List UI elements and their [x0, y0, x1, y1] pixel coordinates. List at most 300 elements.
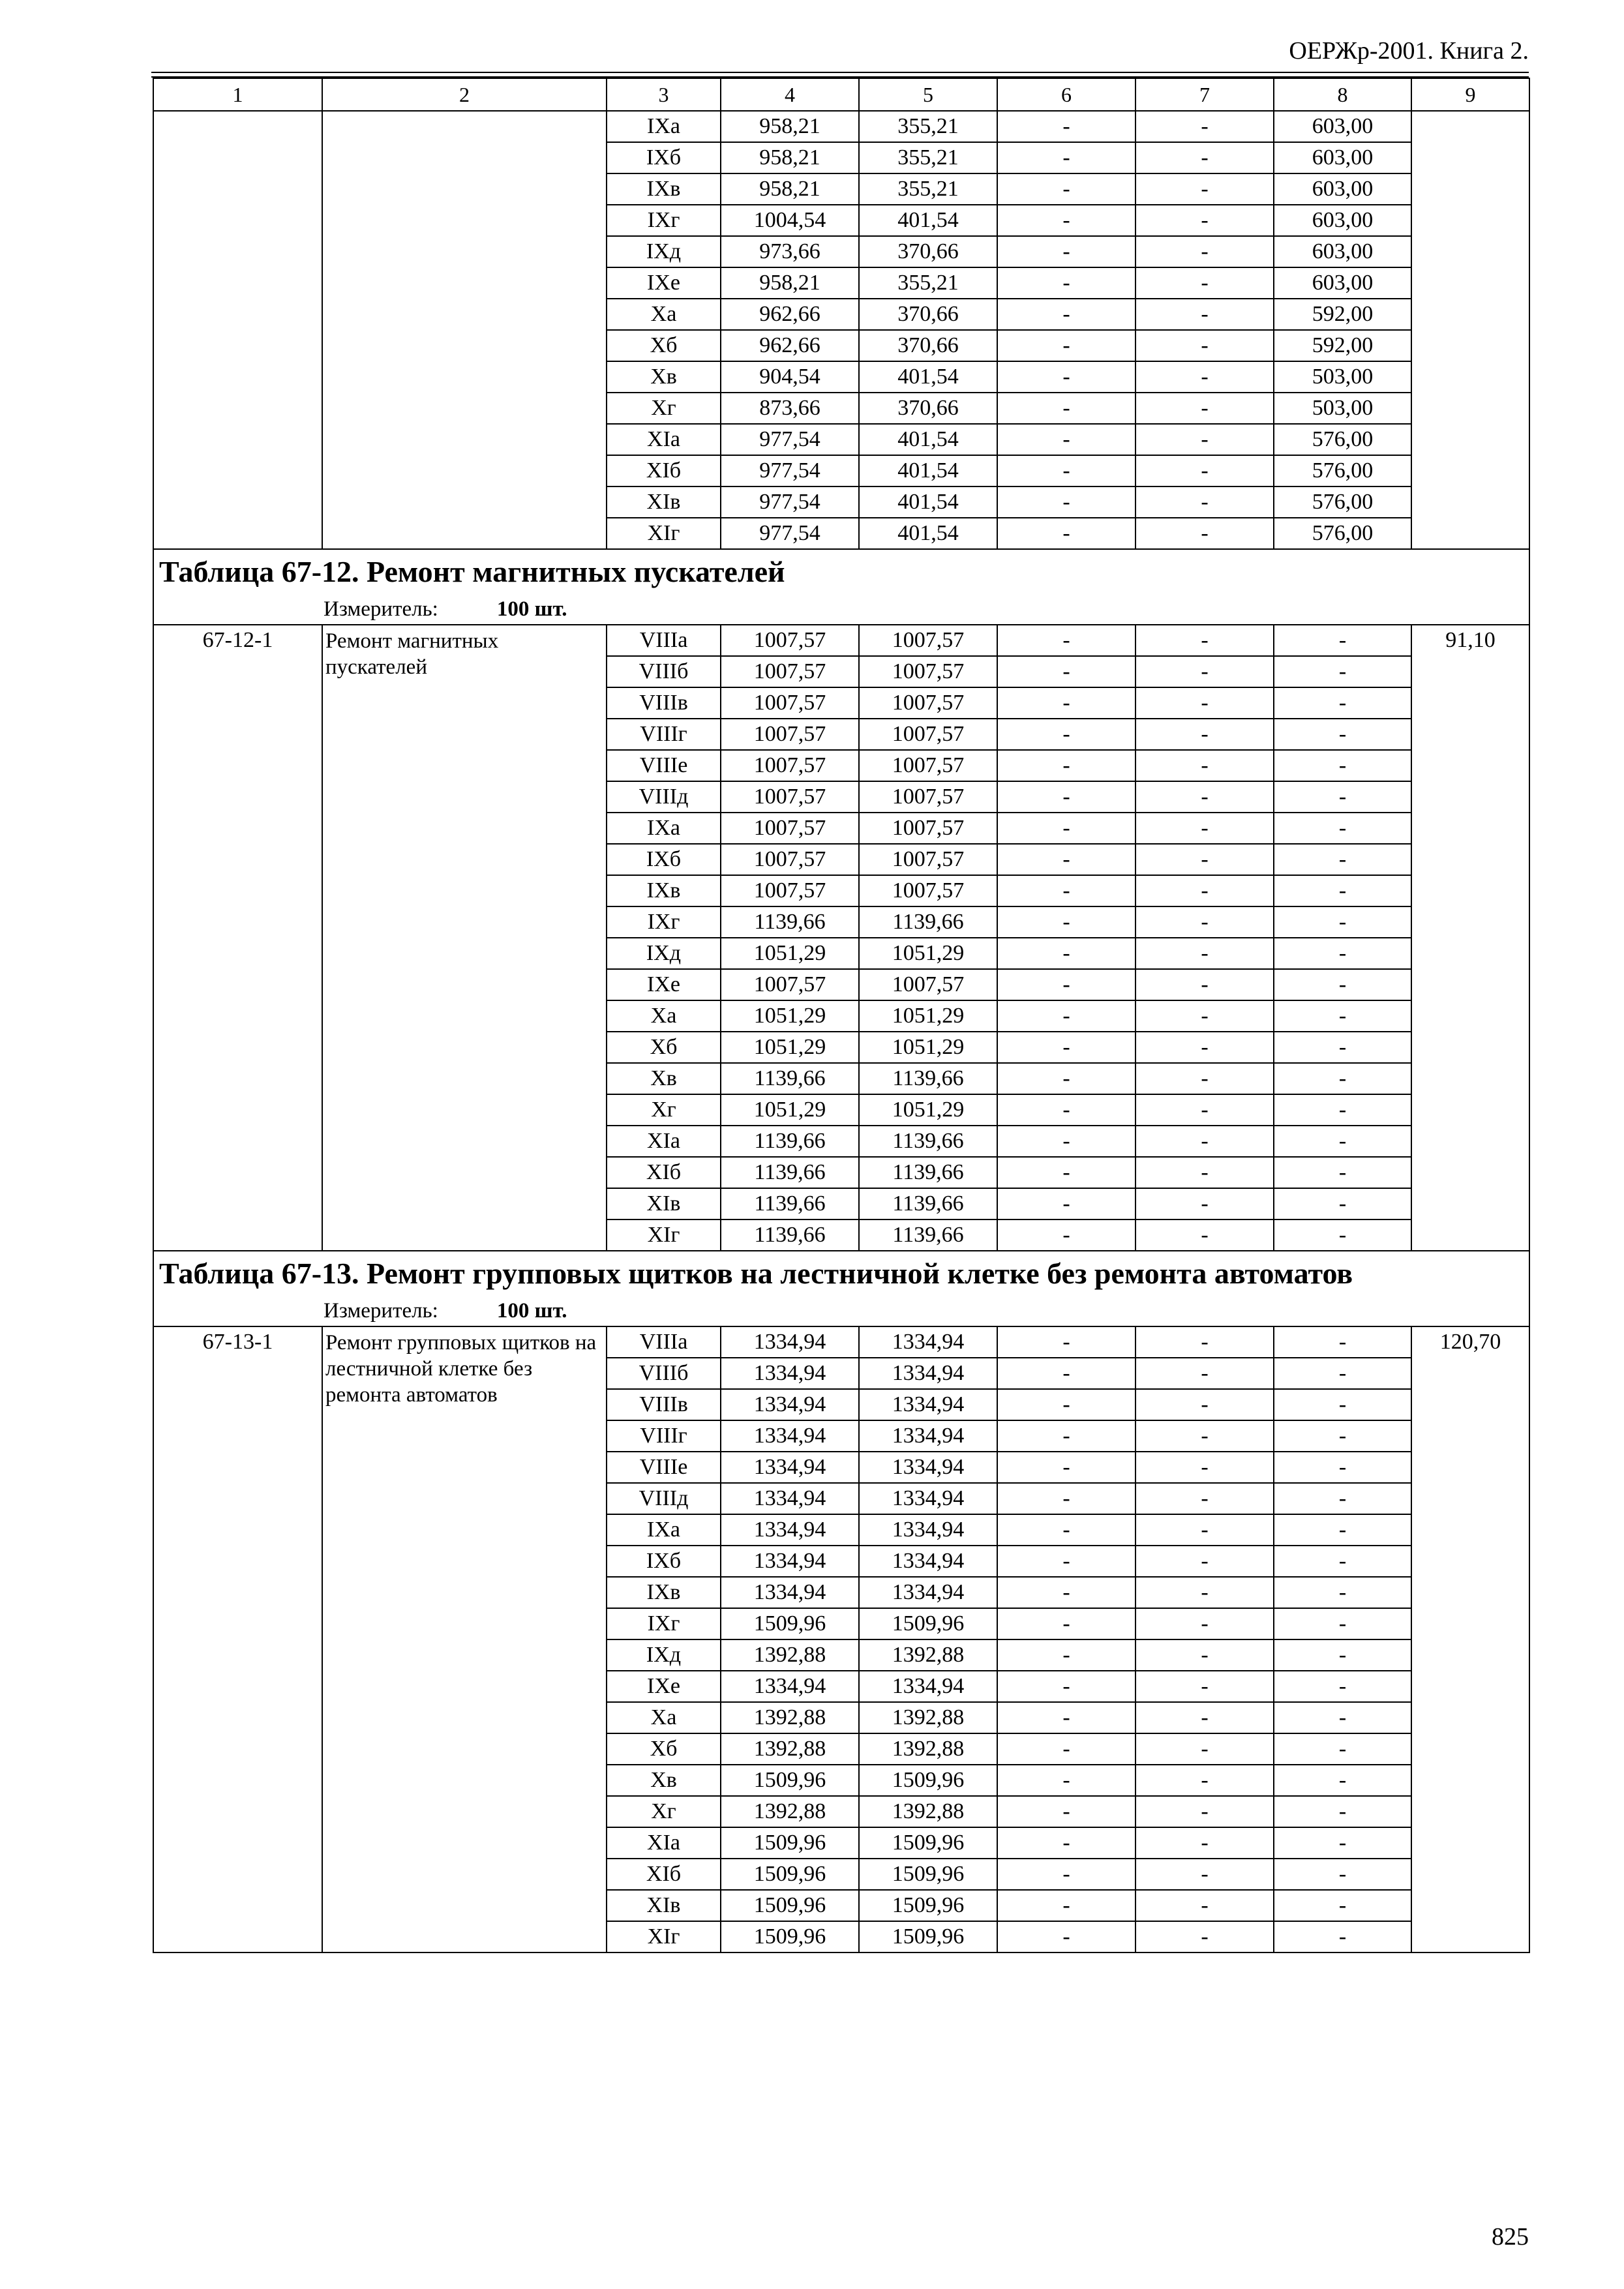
cell-c7: -: [1135, 656, 1274, 687]
cell-c7: -: [1135, 969, 1274, 1000]
cell-c8: -: [1274, 1733, 1411, 1765]
cell-c5: 1334,94: [859, 1420, 997, 1452]
cell-c7: -: [1135, 267, 1274, 299]
cell-c3: VIIIб: [607, 656, 721, 687]
empty-description-cell: [322, 111, 607, 549]
cell-c8: -: [1274, 1859, 1411, 1890]
cell-c6: -: [997, 719, 1135, 750]
cell-c8: 603,00: [1274, 173, 1411, 205]
cell-c4: 1392,88: [721, 1733, 859, 1765]
cell-c4: 1007,57: [721, 969, 859, 1000]
cell-c8: -: [1274, 1483, 1411, 1514]
cell-c5: 1139,66: [859, 1126, 997, 1157]
cell-c6: -: [997, 1514, 1135, 1546]
cell-c8: 603,00: [1274, 267, 1411, 299]
cell-c8: -: [1274, 656, 1411, 687]
rate-description: Ремонт магнитных пускателей: [322, 625, 607, 1251]
cell-c3: XIв: [607, 486, 721, 518]
cell-c3: VIIIг: [607, 719, 721, 750]
cell-c6: -: [997, 1032, 1135, 1063]
cell-c3: Xа: [607, 1702, 721, 1733]
cell-c5: 1051,29: [859, 938, 997, 969]
cell-c4: 1392,88: [721, 1639, 859, 1671]
cell-c3: VIIIа: [607, 625, 721, 656]
cell-c3: Xб: [607, 1032, 721, 1063]
cell-c8: 603,00: [1274, 142, 1411, 173]
cell-c7: -: [1135, 236, 1274, 267]
cell-c7: -: [1135, 1702, 1274, 1733]
cell-c7: -: [1135, 1219, 1274, 1251]
cell-c3: XIа: [607, 1827, 721, 1859]
cell-c5: 401,54: [859, 424, 997, 455]
cell-c6: -: [997, 330, 1135, 361]
cell-c6: -: [997, 844, 1135, 875]
cell-c7: -: [1135, 1733, 1274, 1765]
cell-c7: -: [1135, 299, 1274, 330]
cell-c6: -: [997, 1890, 1135, 1921]
cell-c4: 1007,57: [721, 625, 859, 656]
price-table: [153, 78, 1530, 1953]
cell-c4: 1007,57: [721, 687, 859, 719]
cell-c6: -: [997, 1921, 1135, 1952]
cell-c5: 1139,66: [859, 1063, 997, 1094]
cell-c4: 1007,57: [721, 719, 859, 750]
cell-c6: -: [997, 424, 1135, 455]
cell-c5: 1007,57: [859, 656, 997, 687]
cell-c5: 1139,66: [859, 1219, 997, 1251]
cell-c8: 503,00: [1274, 393, 1411, 424]
cell-c3: IXе: [607, 1671, 721, 1702]
column-number: 1: [153, 78, 322, 111]
cell-c4: 1007,57: [721, 750, 859, 781]
cell-c3: XIб: [607, 455, 721, 486]
cell-c4: 977,54: [721, 424, 859, 455]
cell-c3: Xв: [607, 361, 721, 393]
column-number: 2: [322, 78, 607, 111]
empty-code-cell: [153, 111, 322, 549]
cell-c7: -: [1135, 687, 1274, 719]
cell-c5: 1007,57: [859, 844, 997, 875]
cell-c3: IXв: [607, 875, 721, 906]
cell-c3: VIIIв: [607, 687, 721, 719]
cell-c7: -: [1135, 424, 1274, 455]
cell-c7: -: [1135, 1326, 1274, 1358]
cell-c4: 904,54: [721, 361, 859, 393]
cell-c8: -: [1274, 875, 1411, 906]
cell-c5: 401,54: [859, 361, 997, 393]
cell-c4: 1509,96: [721, 1859, 859, 1890]
rate-code: 67-12-1: [153, 625, 322, 1251]
cell-c6: -: [997, 267, 1135, 299]
cell-c5: 1509,96: [859, 1608, 997, 1639]
cell-c5: 1509,96: [859, 1765, 997, 1796]
cell-c5: 1334,94: [859, 1671, 997, 1702]
cell-c6: -: [997, 813, 1135, 844]
cell-c5: 1007,57: [859, 813, 997, 844]
rate-description: Ремонт групповых щитков на лестничной клетке без ремонта автоматов: [322, 1326, 607, 1952]
cell-c6: -: [997, 1639, 1135, 1671]
cell-c3: Xб: [607, 1733, 721, 1765]
cell-c3: XIг: [607, 1219, 721, 1251]
cell-c5: 1007,57: [859, 875, 997, 906]
cell-c4: 1051,29: [721, 1094, 859, 1126]
column-number: 9: [1411, 78, 1529, 111]
cell-c5: 1334,94: [859, 1389, 997, 1420]
cell-c8: -: [1274, 1546, 1411, 1577]
cell-c6: -: [997, 518, 1135, 549]
cell-c8: -: [1274, 906, 1411, 938]
cell-c8: -: [1274, 813, 1411, 844]
cell-c4: 1334,94: [721, 1358, 859, 1389]
cell-c4: 1334,94: [721, 1546, 859, 1577]
cell-c7: -: [1135, 518, 1274, 549]
cell-c4: 1392,88: [721, 1702, 859, 1733]
cell-c6: -: [997, 1389, 1135, 1420]
cell-c3: XIв: [607, 1890, 721, 1921]
column-number: 4: [721, 78, 859, 111]
cell-c4: 1392,88: [721, 1796, 859, 1827]
cell-c8: -: [1274, 750, 1411, 781]
cell-c3: IXв: [607, 173, 721, 205]
cell-c6: -: [997, 1483, 1135, 1514]
cell-c6: -: [997, 1733, 1135, 1765]
cell-c4: 1051,29: [721, 938, 859, 969]
cell-c5: 1007,57: [859, 969, 997, 1000]
cell-c8: -: [1274, 781, 1411, 813]
cell-c6: -: [997, 1608, 1135, 1639]
cell-c5: 1007,57: [859, 625, 997, 656]
table-title: Таблица 67-13. Ремонт групповых щитков на лестничной клетке без ремонта автоматов: [153, 1251, 1529, 1295]
cell-c5: 370,66: [859, 299, 997, 330]
cell-c3: XIг: [607, 518, 721, 549]
unit-value: 100 шт.: [496, 597, 567, 621]
cell-c3: IXд: [607, 1639, 721, 1671]
cell-c7: -: [1135, 1420, 1274, 1452]
cell-c7: -: [1135, 1671, 1274, 1702]
cell-c8: -: [1274, 844, 1411, 875]
cell-c3: VIIIг: [607, 1420, 721, 1452]
column-number: 7: [1135, 78, 1274, 111]
cell-c7: -: [1135, 1827, 1274, 1859]
cell-c8: -: [1274, 1702, 1411, 1733]
cell-c5: 1392,88: [859, 1733, 997, 1765]
cell-c6: -: [997, 1702, 1135, 1733]
cell-c6: -: [997, 875, 1135, 906]
cell-c7: -: [1135, 1032, 1274, 1063]
cell-c8: 603,00: [1274, 205, 1411, 236]
cell-c8: -: [1274, 1796, 1411, 1827]
cell-c6: -: [997, 1859, 1135, 1890]
cell-c4: 973,66: [721, 236, 859, 267]
cell-c5: 1509,96: [859, 1890, 997, 1921]
cell-c6: -: [997, 1671, 1135, 1702]
cell-c4: 1334,94: [721, 1452, 859, 1483]
unit-label: Измеритель:: [323, 1298, 438, 1323]
cell-c8: 603,00: [1274, 236, 1411, 267]
cell-c3: VIIIб: [607, 1358, 721, 1389]
cell-c5: 370,66: [859, 330, 997, 361]
cell-c8: -: [1274, 1765, 1411, 1796]
cell-c8: -: [1274, 938, 1411, 969]
table-title-row: [153, 549, 1529, 593]
cell-c3: XIа: [607, 424, 721, 455]
table-title: Таблица 67-12. Ремонт магнитных пускателей: [153, 549, 1529, 593]
cell-c8: 603,00: [1274, 111, 1411, 142]
cell-c7: -: [1135, 1358, 1274, 1389]
cell-c7: -: [1135, 781, 1274, 813]
cell-c3: XIа: [607, 1126, 721, 1157]
cell-c3: IXб: [607, 142, 721, 173]
cell-c6: -: [997, 1546, 1135, 1577]
cell-c7: -: [1135, 361, 1274, 393]
cell-c3: XIг: [607, 1921, 721, 1952]
cell-c4: 1139,66: [721, 1157, 859, 1188]
cell-c7: -: [1135, 173, 1274, 205]
cell-c8: -: [1274, 1326, 1411, 1358]
cell-c8: -: [1274, 1514, 1411, 1546]
cell-c4: 1051,29: [721, 1032, 859, 1063]
cell-c4: 1509,96: [721, 1827, 859, 1859]
cell-c3: IXа: [607, 111, 721, 142]
table-row: [153, 625, 1529, 656]
cell-c6: -: [997, 1827, 1135, 1859]
cell-c5: 1139,66: [859, 906, 997, 938]
cell-c5: 355,21: [859, 267, 997, 299]
cell-c7: -: [1135, 906, 1274, 938]
cell-c3: IXб: [607, 1546, 721, 1577]
cell-c3: VIIIа: [607, 1326, 721, 1358]
cell-c8: -: [1274, 969, 1411, 1000]
cell-c8: -: [1274, 1827, 1411, 1859]
cell-c4: 1334,94: [721, 1389, 859, 1420]
cell-c3: IXб: [607, 844, 721, 875]
cell-c4: 1509,96: [721, 1921, 859, 1952]
cell-c5: 1334,94: [859, 1358, 997, 1389]
cell-c3: XIв: [607, 1188, 721, 1219]
cell-c5: 401,54: [859, 205, 997, 236]
cell-c8: -: [1274, 1890, 1411, 1921]
table-row: [153, 1326, 1529, 1358]
empty-price-cell: [1411, 111, 1529, 549]
cell-c3: IXа: [607, 1514, 721, 1546]
cell-c5: 401,54: [859, 518, 997, 549]
cell-c7: -: [1135, 1000, 1274, 1032]
cell-c5: 1007,57: [859, 750, 997, 781]
cell-c8: 576,00: [1274, 518, 1411, 549]
column-number: 5: [859, 78, 997, 111]
cell-c8: -: [1274, 1063, 1411, 1094]
cell-c4: 1007,57: [721, 813, 859, 844]
cell-c3: VIIIе: [607, 750, 721, 781]
cell-c8: -: [1274, 625, 1411, 656]
cell-c4: 962,66: [721, 330, 859, 361]
cell-c7: -: [1135, 1890, 1274, 1921]
cell-c4: 1139,66: [721, 1219, 859, 1251]
cell-c4: 1007,57: [721, 844, 859, 875]
cell-c5: 355,21: [859, 173, 997, 205]
cell-c8: -: [1274, 1219, 1411, 1251]
cell-c7: -: [1135, 1859, 1274, 1890]
cell-c6: -: [997, 393, 1135, 424]
cell-c8: 576,00: [1274, 424, 1411, 455]
cell-c5: 1509,96: [859, 1859, 997, 1890]
cell-c8: 503,00: [1274, 361, 1411, 393]
cell-c5: 1392,88: [859, 1702, 997, 1733]
cell-c8: -: [1274, 1000, 1411, 1032]
cell-c7: -: [1135, 1765, 1274, 1796]
cell-c6: -: [997, 906, 1135, 938]
cell-c4: 1007,57: [721, 656, 859, 687]
rate-price: 91,10: [1411, 625, 1529, 1251]
cell-c3: Xа: [607, 299, 721, 330]
cell-c7: -: [1135, 1546, 1274, 1577]
cell-c6: -: [997, 205, 1135, 236]
cell-c4: 977,54: [721, 455, 859, 486]
cell-c3: Xв: [607, 1063, 721, 1094]
cell-c5: 1392,88: [859, 1639, 997, 1671]
cell-c8: -: [1274, 1157, 1411, 1188]
cell-c7: -: [1135, 1608, 1274, 1639]
cell-c4: 1139,66: [721, 1126, 859, 1157]
cell-c4: 1007,57: [721, 875, 859, 906]
cell-c6: -: [997, 1326, 1135, 1358]
cell-c6: -: [997, 361, 1135, 393]
cell-c7: -: [1135, 142, 1274, 173]
cell-c5: 1334,94: [859, 1326, 997, 1358]
cell-c7: -: [1135, 875, 1274, 906]
cell-c5: 1334,94: [859, 1514, 997, 1546]
cell-c5: 1051,29: [859, 1094, 997, 1126]
cell-c5: 1051,29: [859, 1000, 997, 1032]
cell-c6: -: [997, 1796, 1135, 1827]
cell-c6: -: [997, 1000, 1135, 1032]
cell-c3: IXе: [607, 969, 721, 1000]
cell-c7: -: [1135, 1389, 1274, 1420]
cell-c4: 873,66: [721, 393, 859, 424]
cell-c3: IXг: [607, 205, 721, 236]
cell-c7: -: [1135, 1577, 1274, 1608]
cell-c8: 592,00: [1274, 330, 1411, 361]
cell-c7: -: [1135, 1921, 1274, 1952]
cell-c4: 1334,94: [721, 1514, 859, 1546]
cell-c5: 1392,88: [859, 1796, 997, 1827]
table-row: [153, 111, 1529, 142]
cell-c6: -: [997, 1420, 1135, 1452]
cell-c8: -: [1274, 1452, 1411, 1483]
cell-c3: IXд: [607, 236, 721, 267]
cell-c5: 1007,57: [859, 687, 997, 719]
cell-c5: 401,54: [859, 486, 997, 518]
cell-c3: Xб: [607, 330, 721, 361]
cell-c4: 1334,94: [721, 1483, 859, 1514]
cell-c5: 370,66: [859, 236, 997, 267]
cell-c4: 1139,66: [721, 906, 859, 938]
cell-c6: -: [997, 1188, 1135, 1219]
cell-c6: -: [997, 969, 1135, 1000]
column-number: 8: [1274, 78, 1411, 111]
cell-c3: VIIIд: [607, 1483, 721, 1514]
cell-c6: -: [997, 625, 1135, 656]
cell-c6: -: [997, 486, 1135, 518]
cell-c8: -: [1274, 1577, 1411, 1608]
cell-c7: -: [1135, 1063, 1274, 1094]
column-number: 6: [997, 78, 1135, 111]
cell-c4: 1509,96: [721, 1608, 859, 1639]
cell-c8: 592,00: [1274, 299, 1411, 330]
cell-c7: -: [1135, 111, 1274, 142]
cell-c7: -: [1135, 1188, 1274, 1219]
cell-c3: Xв: [607, 1765, 721, 1796]
cell-c8: -: [1274, 1126, 1411, 1157]
cell-c5: 1139,66: [859, 1157, 997, 1188]
cell-c7: -: [1135, 1796, 1274, 1827]
cell-c3: IXг: [607, 906, 721, 938]
cell-c5: 1334,94: [859, 1546, 997, 1577]
cell-c6: -: [997, 142, 1135, 173]
cell-c3: Xг: [607, 1796, 721, 1827]
unit-value: 100 шт.: [496, 1298, 567, 1323]
cell-c6: -: [997, 1765, 1135, 1796]
cell-c7: -: [1135, 393, 1274, 424]
cell-c4: 1334,94: [721, 1577, 859, 1608]
cell-c7: -: [1135, 1483, 1274, 1514]
cell-c8: -: [1274, 1921, 1411, 1952]
cell-c6: -: [997, 111, 1135, 142]
cell-c8: -: [1274, 687, 1411, 719]
cell-c3: Xг: [607, 393, 721, 424]
cell-c8: 576,00: [1274, 455, 1411, 486]
cell-c6: -: [997, 1577, 1135, 1608]
cell-c4: 1509,96: [721, 1890, 859, 1921]
cell-c8: -: [1274, 1094, 1411, 1126]
cell-c4: 1139,66: [721, 1063, 859, 1094]
cell-c4: 1334,94: [721, 1420, 859, 1452]
cell-c6: -: [997, 687, 1135, 719]
running-header: ОЕРЖр-2001. Книга 2.: [1289, 37, 1529, 65]
cell-c7: -: [1135, 1157, 1274, 1188]
cell-c5: 1051,29: [859, 1032, 997, 1063]
cell-c7: -: [1135, 1514, 1274, 1546]
cell-c7: -: [1135, 719, 1274, 750]
cell-c7: -: [1135, 1094, 1274, 1126]
cell-c8: -: [1274, 1420, 1411, 1452]
cell-c7: -: [1135, 938, 1274, 969]
cell-c8: -: [1274, 1032, 1411, 1063]
cell-c6: -: [997, 173, 1135, 205]
cell-c6: -: [997, 750, 1135, 781]
unit-row: [153, 593, 1529, 625]
cell-c4: 1004,54: [721, 205, 859, 236]
cell-c6: -: [997, 1094, 1135, 1126]
cell-c4: 977,54: [721, 518, 859, 549]
cell-c3: VIIIе: [607, 1452, 721, 1483]
cell-c8: -: [1274, 1608, 1411, 1639]
rate-price: 120,70: [1411, 1326, 1529, 1952]
cell-c8: -: [1274, 1671, 1411, 1702]
cell-c6: -: [997, 656, 1135, 687]
cell-c4: 958,21: [721, 142, 859, 173]
unit-cell: [153, 1295, 1529, 1326]
cell-c7: -: [1135, 455, 1274, 486]
cell-c6: -: [997, 299, 1135, 330]
cell-c5: 1509,96: [859, 1827, 997, 1859]
cell-c3: IXг: [607, 1608, 721, 1639]
cell-c7: -: [1135, 625, 1274, 656]
cell-c3: Xг: [607, 1094, 721, 1126]
table-title-row: [153, 1251, 1529, 1295]
cell-c3: IXе: [607, 267, 721, 299]
cell-c7: -: [1135, 205, 1274, 236]
